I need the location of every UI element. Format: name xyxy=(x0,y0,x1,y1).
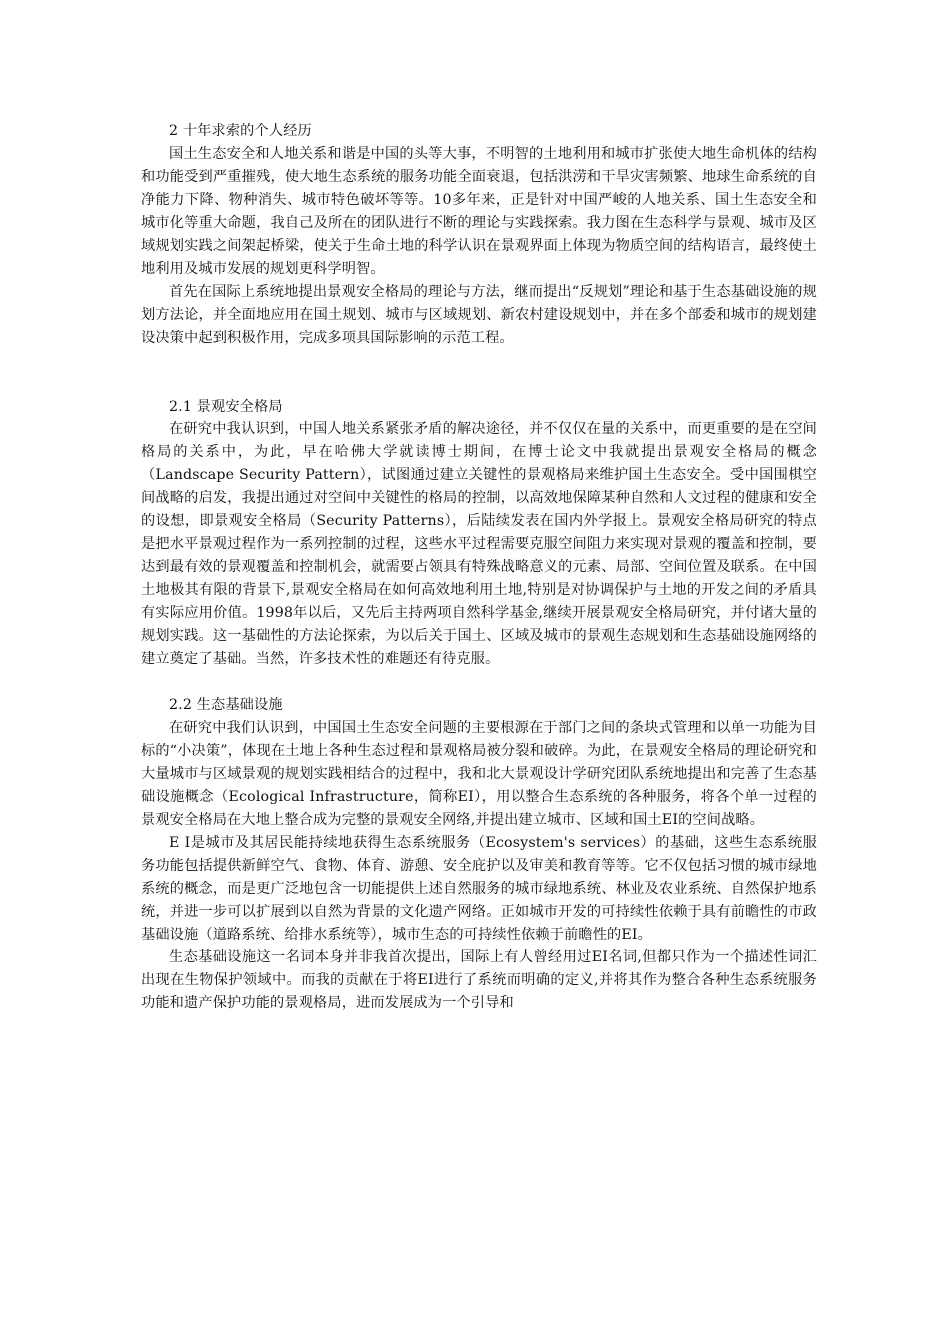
section-heading: 2 十年求索的个人经历 xyxy=(169,123,312,139)
body-paragraph: E I是城市及其居民能持续地获得生态系统服务（Ecosystem's services）的基础，这些生态系统服务功能包括提供新鲜空气、食物、体育、游憩、安全庇护以及审美和教育等等。它不仅包括习惯的城市绿地系统的概念，而是更广泛地包含一切能提供上述自然服务的城市绿地系统、林业及农业系统、自然保护地系统，并进一步可以扩展到以自然为背景的文化遗产网络。正如城市开发的可持续性依赖于具有前瞻性的市政基础设施（道路系统、给排水系统等），城市生态的可持续性依赖于前瞻性的EI。 xyxy=(141,834,817,943)
body-paragraph: 在研究中我们认识到，中国国土生态安全问题的主要根源在于部门之间的条块式管理和以单一功能为目标的“小决策”，体现在土地上各种生态过程和景观格局被分裂和破碎。为此，在景观安全格局的理论研究和大量城市与区域景观的规划实践相结合的过程中，我和北大景观设计学研究团队系统地提出和完善了生态基础设施概念（Ecological Infrastructure，简称EI），用以整合生态系统的各种服务，将各个单一过程的景观安全格局在大地上整合成为完整的景观安全网络,并提出建立城市、区域和国土EI的空间战略。 xyxy=(141,719,817,828)
body-paragraph: 生态基础设施这一名词本身并非我首次提出，国际上有人曾经用过EI名词,但都只作为一个描述性词汇出现在生物保护领域中。而我的贡献在于将EI进行了系统而明确的定义,并将其作为整合各种生态系统服务功能和遗产保护功能的景观格局，进而发展成为一个引导和 xyxy=(141,949,817,1012)
section-heading: 2.1 景观安全格局 xyxy=(169,398,283,415)
body-paragraph: 在研究中我认识到，中国人地关系紧张矛盾的解决途径，并不仅仅在量的关系中，而更重要的是在空间格局的关系中，为此，早在哈佛大学就读博士期间，在博士论文中我就提出景观安全格局的概念（Landscape Security Pattern），试图通过建立关键性的景观格局来维护国土生态安全。受中国围棋空间战略的启发，我提出通过对空间中关键性的格局的控制，以高效地保障某种自然和人文过程的健康和安全的设想，即景观安全格局（Security Patterns），后陆续发表在国内外学报上。景观安全格局研究的特点是把水平景观过程作为一系列控制的过程，这些水平过程需要克服空间阻力来实现对景观的覆盖和控制，要达到最有效的景观覆盖和控制机会，就需要占领具有特殊战略意义的元素、局部、空间位置及联系。在中国土地极其有限的背景下,景观安全格局在如何高效地利用土地,特别是对协调保护与土地的开发之间的矛盾具有实际应用价值。1998年以后，又先后主持两项自然科学基金,继续开展景观安全格局研究，并付诸大量的规划实践。这一基础性的方法论探索，为以后关于国土、区域及城市的景观生态规划和生态基础设施网络的建立奠定了基础。当然，许多技术性的难题还有待克服。 xyxy=(141,421,817,668)
section-spacer xyxy=(141,671,817,694)
body-paragraph: 国土生态安全和人地关系和谐是中国的头等大事，不明智的土地利用和城市扩张使大地生命机体的结构和功能受到严重摧残，使大地生态系统的服务功能全面衰退，包括洪涝和干旱灾害频繁、地球生命系统的自净能力下降、物种消失、城市特色破坏等等。10多年来，正是针对中国严峻的人地关系、国土生态安全和城市化等重大命题，我自己及所在的团队进行不断的理论与实践探索。我力图在生态科学与景观、城市及区域规划实践之间架起桥梁，使关于生命土地的科学认识在景观界面上体现为物质空间的结构语言，最终使土地利用及城市发展的规划更科学明智。 xyxy=(141,145,817,277)
document-page xyxy=(141,120,817,1015)
section-heading: 2.2 生态基础设施 xyxy=(169,696,283,713)
body-paragraph: 首先在国际上系统地提出景观安全格局的理论与方法，继而提出“反规划”理论和基于生态基础设施的规划方法论，并全面地应用在国土规划、城市与区域规划、新农村建设规划中，并在多个部委和城市的规划建设决策中起到积极作用，完成多项具国际影响的示范工程。 xyxy=(141,283,817,346)
section-spacer xyxy=(141,350,817,396)
